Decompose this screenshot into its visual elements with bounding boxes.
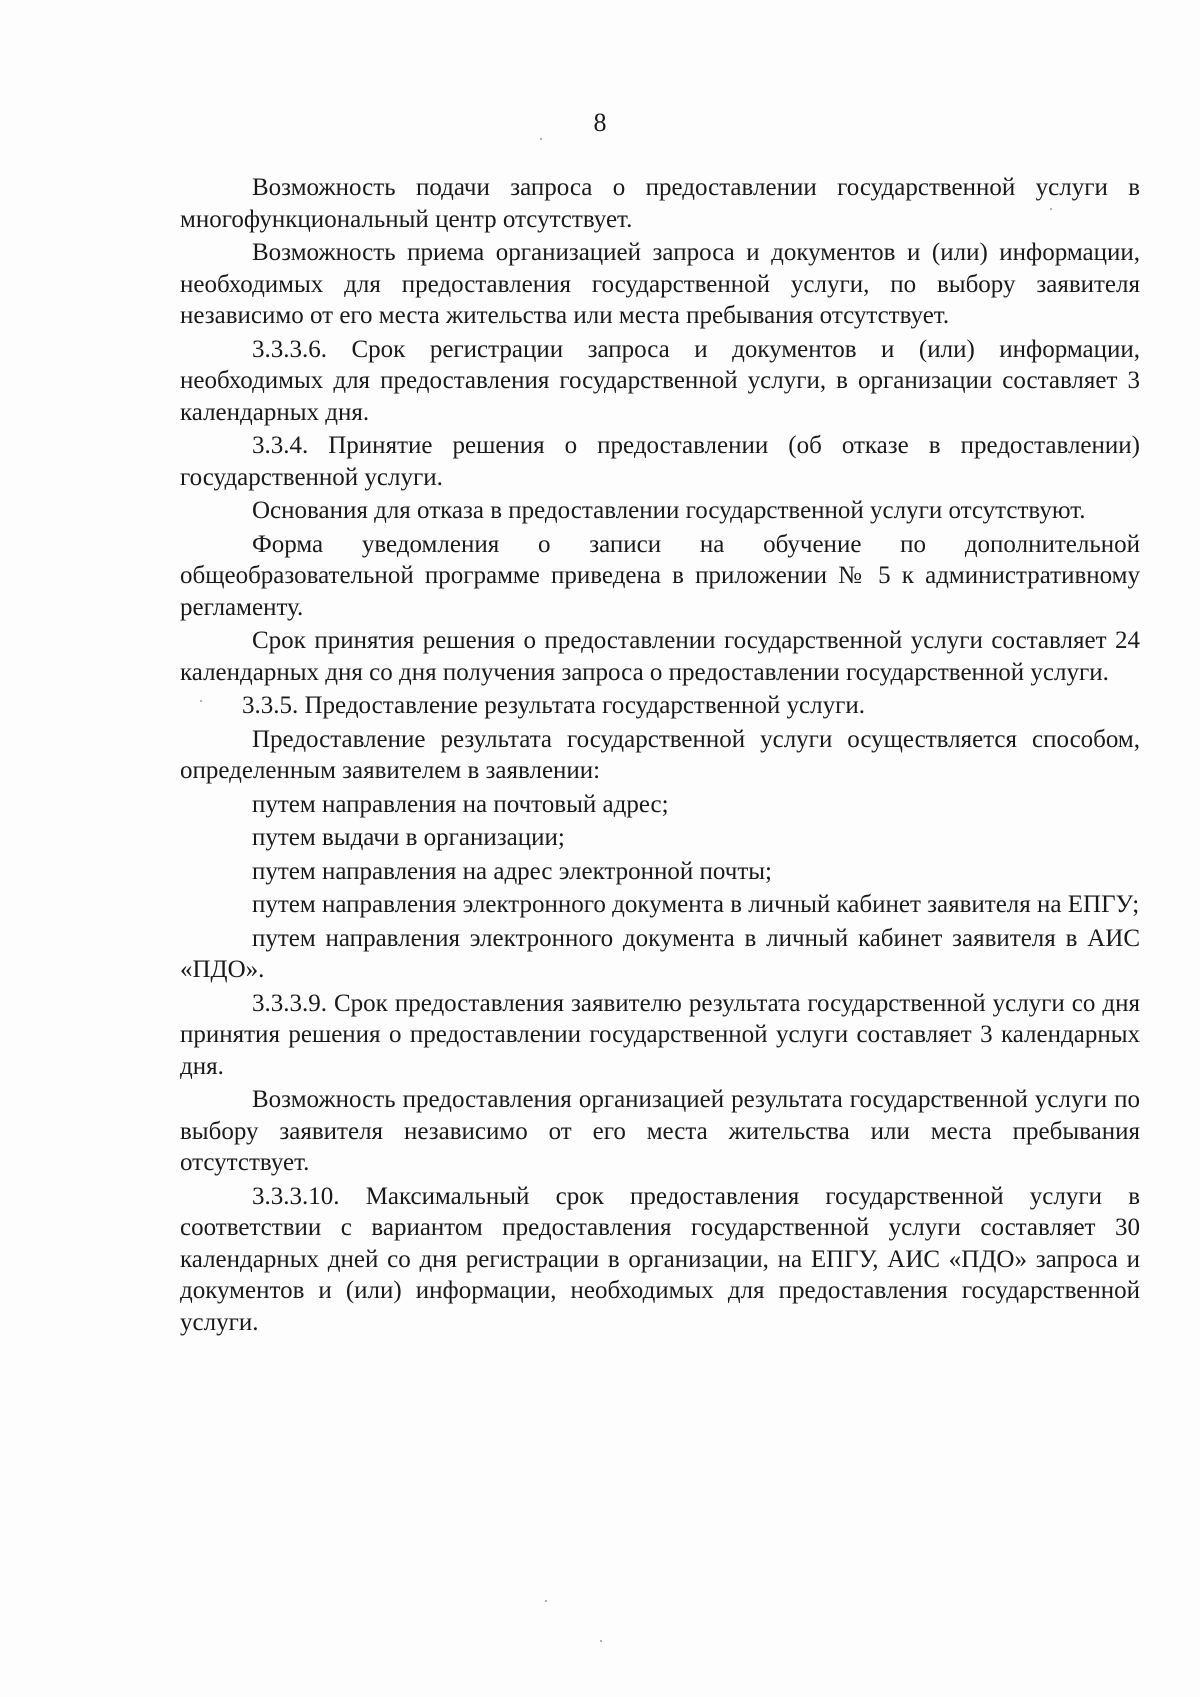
paragraph: Возможность подачи запроса о предоставлении государственной услуги в многофункциональный центр отсутствует.	[180, 174, 1140, 233]
list-item: путем направления электронного документа в личный кабинет заявителя на ЕПГУ;	[252, 891, 1140, 918]
paragraph: 3.3.3.10. Максимальный срок предоставления государственной услуги в соответствии с вариантом предоставления государственной услуги составляет 30 календарных дней со дня регистрации в организации, на ЕПГУ, АИС «ПДО» запроса и документов и (или) информации, необходимых для предоставления государственной услуги.	[180, 1182, 1140, 1336]
paragraph: Предоставление результата государственной услуги осуществляется способом, определенным заявителем в заявлении:	[180, 725, 1140, 784]
list-item: путем направления на почтовый адрес;	[252, 790, 669, 818]
scan-speck	[600, 1640, 602, 1642]
paragraph: Возможность приема организацией запроса и документов и (или) информации, необходимых для предоставления государственной услуги, по выбору заявителя независимо от его места жительства или места пребывания отсутствует.	[180, 239, 1140, 329]
paragraph: Основания для отказа в предоставлении государственной услуги отсутствуют.	[252, 497, 1086, 524]
paragraph: 3.3.3.6. Срок регистрации запроса и документов и (или) информации, необходимых для предоставления государственной услуги, в организации составляет 3 календарных дня.	[180, 335, 1140, 426]
document-body	[180, 172, 1140, 1340]
paragraph: Форма уведомления о записи на обучение по дополнительной общеобразовательной программе приведена в приложении № 5 к административному регламенту.	[180, 530, 1140, 621]
paragraph: 3.3.4. Принятие решения о предоставлении (об отказе в предоставлении) государственной услуги.	[180, 432, 1140, 491]
page-number: 8	[593, 108, 607, 137]
section-heading: 3.3.5. Предоставление результата государственной услуги.	[242, 692, 865, 719]
paragraph: Возможность предоставления организацией результата государственной услуги по выбору заявителя независимо от его места жительства или места пребывания отсутствует.	[180, 1086, 1140, 1176]
scan-speck	[540, 138, 542, 140]
scan-speck	[1050, 208, 1052, 210]
paragraph: Срок принятия решения о предоставлении государственной услуги составляет 24 календарных дня со дня получения запроса о предоставлении государственной услуги.	[180, 627, 1140, 686]
list-item: путем выдачи в организации;	[252, 824, 565, 851]
list-item: путем направления электронного документа в личный кабинет заявителя в АИС «ПДО».	[180, 924, 1140, 983]
scan-speck	[200, 700, 202, 702]
list-item: путем направления на адрес электронной почты;	[252, 857, 773, 885]
scan-speck	[545, 1600, 547, 1602]
paragraph: 3.3.3.9. Срок предоставления заявителю результата государственной услуги со дня принятия решения о предоставлении государственной услуги составляет 3 календарных дня.	[180, 989, 1140, 1080]
